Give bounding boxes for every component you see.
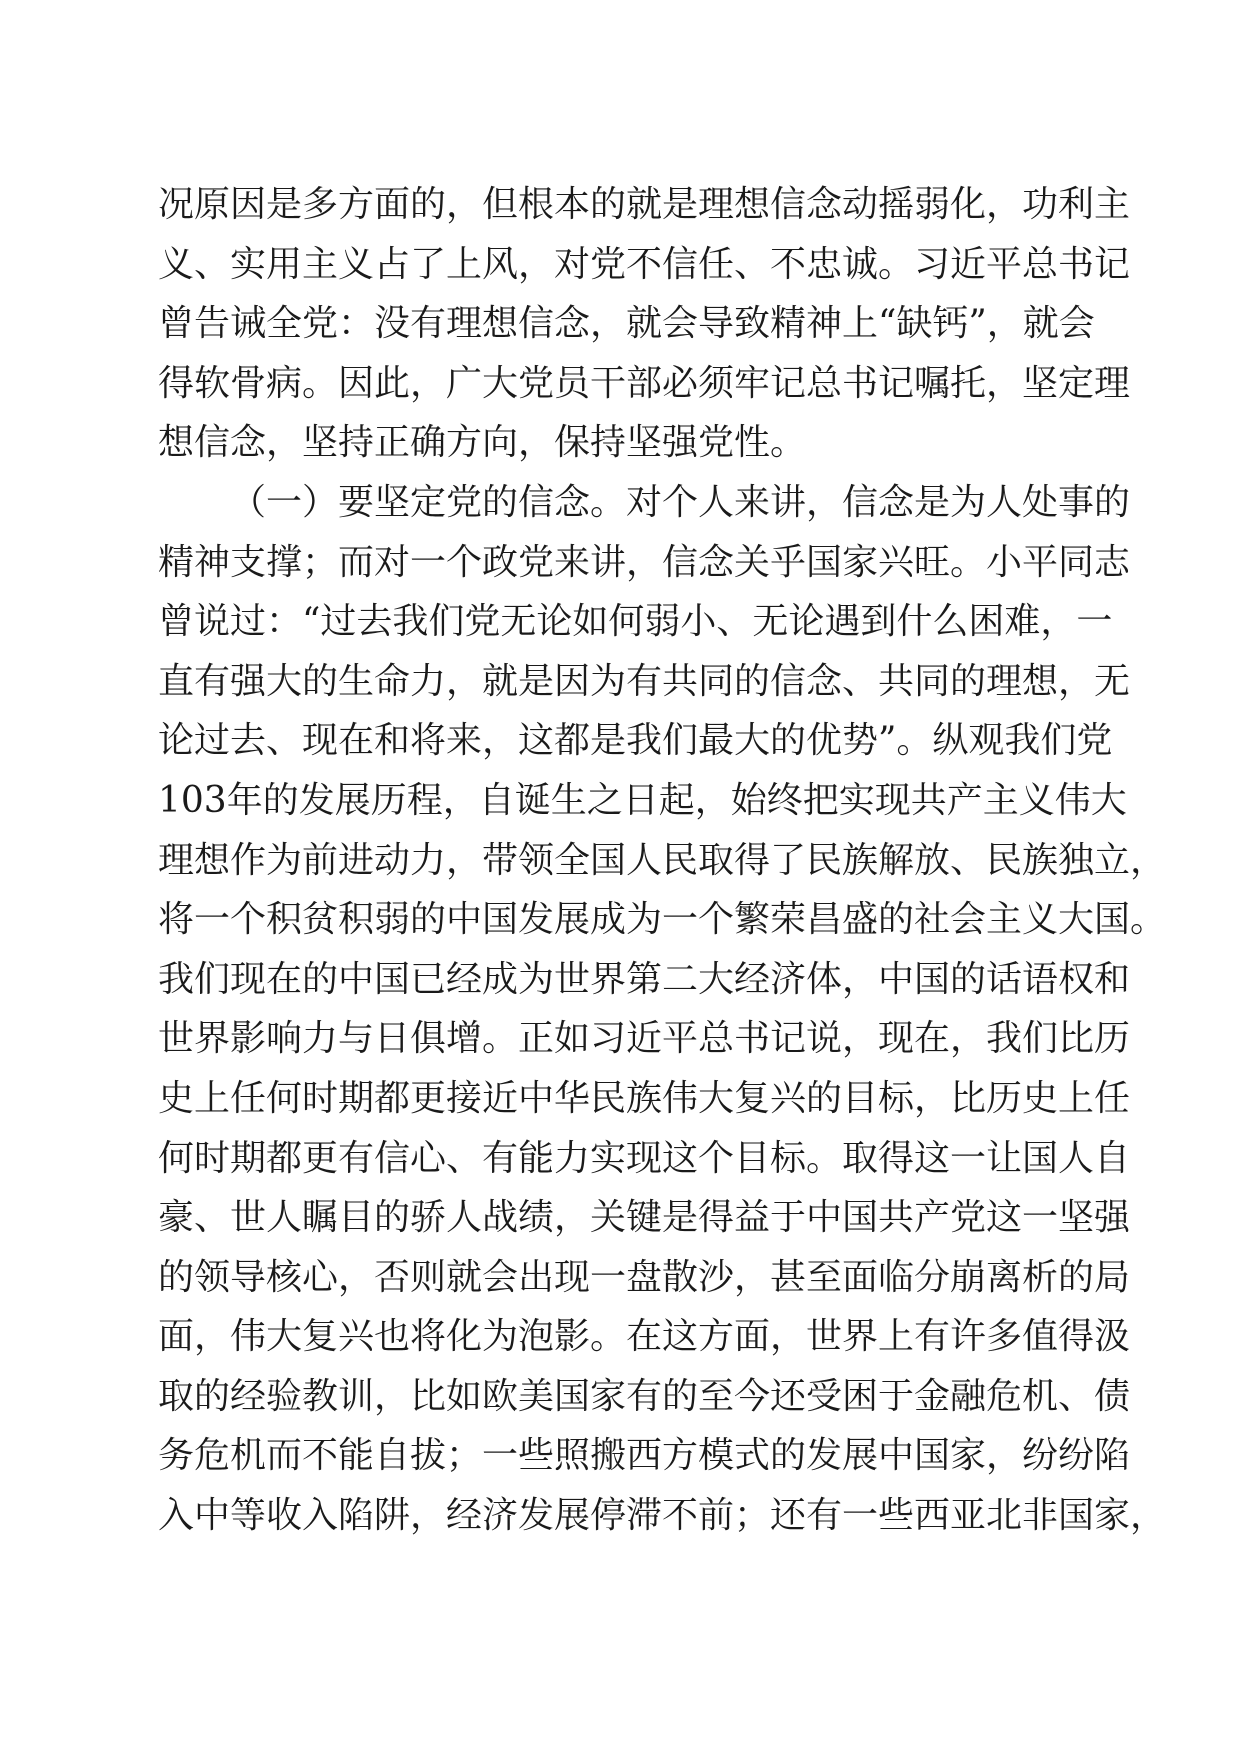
- text-line: 况原因是多方面的，但根本的就是理想信念动摇弱化，功利主: [158, 184, 1131, 225]
- text-line: 入中等收入陷阱，经济发展停滞不前；还有一些西亚北非国家，: [158, 1495, 1167, 1537]
- text-line: 取的经验教训，比如欧美国家有的至今还受困于金融危机、债: [158, 1375, 1131, 1417]
- text-line: 义、实用主义占了上风，对党不信任、不忠诚。习近平总书记: [158, 243, 1131, 285]
- text-line: 想信念，坚持正确方向，保持坚强党性。: [158, 422, 807, 464]
- text-line: 豪、世人瞩目的骄人战绩，关键是得益于中国共产党这一坚强: [158, 1197, 1131, 1239]
- text-line: 得软骨病。因此，广大党员干部必须牢记总书记嘱托，坚定理: [158, 362, 1131, 404]
- text-line: 论过去、现在和将来，这都是我们最大的优势”。纵观我们党: [158, 720, 1113, 762]
- text-line: 我们现在的中国已经成为世界第二大经济体，中国的话语权和: [158, 958, 1131, 1000]
- text-line: 世界影响力与日俱增。正如习近平总书记说，现在，我们比历: [158, 1018, 1131, 1060]
- text-line: 何时期都更有信心、有能力实现这个目标。取得这一让国人自: [158, 1137, 1131, 1179]
- text-line: 曾说过：“过去我们党无论如何弱小、无论遇到什么困难，一: [158, 601, 1113, 643]
- text-line: 精神支撑；而对一个政党来讲，信念关乎国家兴旺。小平同志: [158, 541, 1131, 583]
- text-line: 史上任何时期都更接近中华民族伟大复兴的目标，比历史上任: [158, 1077, 1131, 1119]
- text-line: 将一个积贫积弱的中国发展成为一个繁荣昌盛的社会主义大国。: [158, 899, 1167, 941]
- section-heading-line: （一）要坚定党的信念。对个人来讲，信念是为人处事的: [230, 481, 1131, 523]
- text-line: 务危机而不能自拔；一些照搬西方模式的发展中国家，纷纷陷: [158, 1435, 1131, 1477]
- text-line: 103年的发展历程，自诞生之日起，始终把实现共产主义伟大: [158, 779, 1127, 821]
- text-line: 面，伟大复兴也将化为泡影。在这方面，世界上有许多值得汲: [158, 1316, 1131, 1358]
- text-line: 直有强大的生命力，就是因为有共同的信念、共同的理想，无: [158, 660, 1131, 702]
- text-line: 的领导核心，否则就会出现一盘散沙，甚至面临分崩离析的局: [158, 1256, 1131, 1298]
- body-text: [158, 175, 1167, 1546]
- text-line: 曾告诫全党：没有理想信念，就会导致精神上“缺钙”，就会: [158, 303, 1095, 345]
- text-line: 理想作为前进动力，带领全国人民取得了民族解放、民族独立，: [158, 839, 1167, 881]
